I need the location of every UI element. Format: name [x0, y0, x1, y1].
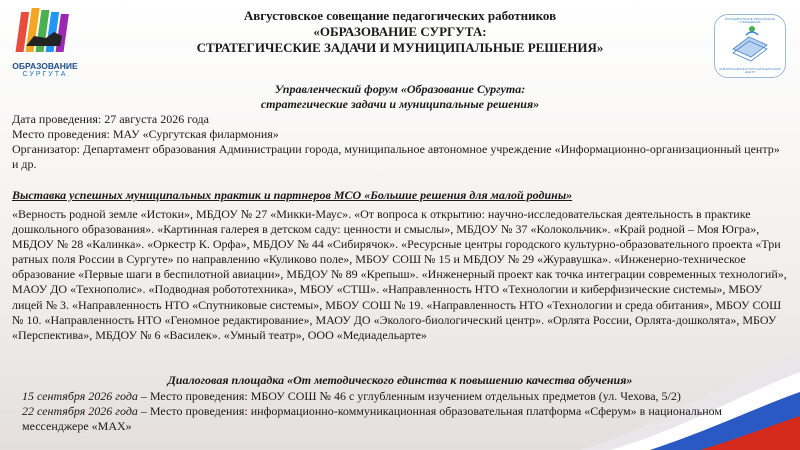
event-venue: Место проведения: МАУ «Сургутская филармония» [12, 127, 279, 141]
forum-title [130, 82, 670, 112]
dialog-item-date: 22 сентября 2026 года [22, 404, 138, 418]
dialog-item-text: – Место проведения: информационно-коммуникационная образовательная платформа «Сферум» в национальном мессенджере «MAX» [22, 404, 723, 433]
page-header [100, 8, 700, 56]
dialog-item [22, 389, 784, 404]
logo-text-sub: СУРГУТА [22, 71, 68, 78]
event-organizer: Организатор: Департамент образования Администрации города, муниципальное автономное учреждение «Информационно-организационный центр» и др. [12, 142, 780, 171]
logo-text-main: ОБРАЗОВАНИЕ [12, 61, 78, 71]
dialog-item-text: – Место проведения: МБОУ СОШ № 46 с углубленным изучением отдельных предметов (ул. Чехова, 5/2) [137, 389, 681, 403]
education-surgut-logo [12, 6, 78, 76]
dialog-item [22, 404, 784, 434]
event-info [12, 112, 788, 172]
ioc-logo-text-bottom: ИНФОРМАЦИОННО-ОРГАНИЗАЦИОННЫЙ ЦЕНТР [719, 67, 781, 74]
header-line-1: Августовское совещание педагогических работников [243, 8, 557, 23]
forum-title-line-1: Управленческий форум «Образование Сургута: [274, 82, 526, 96]
ioc-logo-text: МУНИЦИПАЛЬНОЕ АВТОНОМНОЕ УЧРЕЖДЕНИЕ [725, 17, 775, 24]
exhibition-body: «Верность родной земле «Истоки», МБДОУ № 27 «Микки-Маус». «От вопроса к открытию: научно-исследовательская деятельность в практике дошкольного образования». «Картинная галерея в детском саду: ценности и смыслы», МБДОУ № 37 «Колокольчик». «Край родной – Моя Югра», МБДОУ № 28 «Калинка». «Оркестр К. Орфа», МБДОУ № 44 «Сибирячок». «Ресурсные центры городского культурно-образовательного проекта «Три ратных поля России в Сургуте» по направлению «Куликово поле», МБОУ СОШ № 15 и МБДОУ № 29 «Журавушка». «Инженерно-техническое образование «Первые шаги в беспилотной авиации», МБДОУ № 89 «Крепыш». «Инженерный проект как точка интеграции современных технологий», МАОУ ДО «Технополис». «Подводная робототехника», МБОУ «СТШ». «Направленность НТО «Технологии и киберфизические системы», МБОУ лицей № 3. «Направленность НТО «Спутниковые системы», МБОУ СОШ № 19. «Направленность НТО «Технологии и среда обитания», МБОУ СОШ № 10. «Направленность НТО «Геномное редактирование», МАОУ ДО «Эколого-биологический центр». «Орлята России, Орлята-дошколята», МБОУ «Перспектива», МБДОУ № 6 «Василек». «Умный театр», ООО «Медиадельарте» [12, 207, 787, 342]
dialog-item-date: 15 сентября 2026 года [22, 389, 138, 403]
exhibition-title: Выставка успешных муниципальных практик и партнеров МСО «Большие решения для малой родины» [12, 188, 573, 202]
event-date: Дата проведения: 27 августа 2026 года [12, 112, 209, 126]
header-line-2: «ОБРАЗОВАНИЕ СУРГУТА: [313, 24, 487, 39]
forum-title-line-2: стратегические задачи и муниципальные решения» [260, 97, 540, 111]
header-line-3: СТРАТЕГИЧЕСКИЕ ЗАДАЧИ И МУНИЦИПАЛЬНЫЕ РЕШЕНИЯ» [196, 40, 604, 55]
dialog-title: Диалоговая площадка «От методического единства к повышению качества обучения» [167, 373, 633, 387]
ioc-logo [714, 14, 786, 78]
dialog-list [22, 389, 784, 434]
